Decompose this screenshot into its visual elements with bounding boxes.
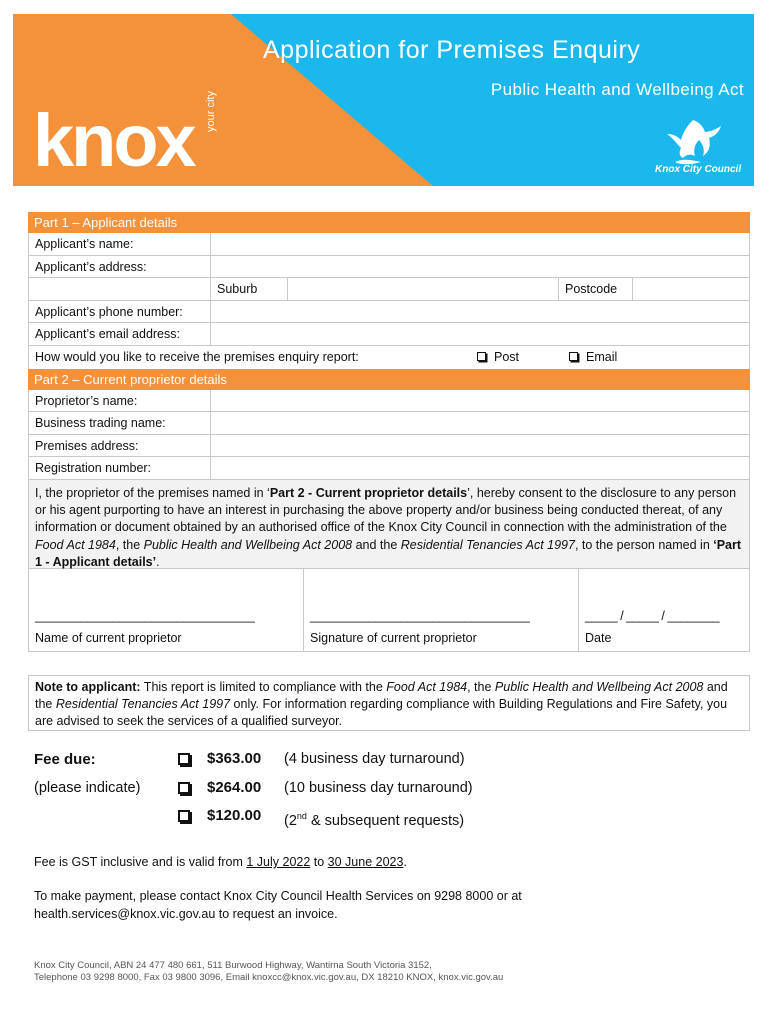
fee-description: (10 business day turnaround) xyxy=(284,780,473,796)
post-option[interactable] xyxy=(413,346,520,369)
registration-number-row xyxy=(28,457,750,480)
report-delivery-label: How would you like to receive the premises enquiry report: xyxy=(35,349,359,364)
proprietor-name-label: Proprietor’s name: xyxy=(29,390,211,412)
suburb-label: Suburb xyxy=(211,278,288,300)
trading-name-row xyxy=(28,412,750,435)
application-form xyxy=(28,212,750,652)
fee-amount: $264.00 xyxy=(207,779,262,796)
date-line: _____ / _____ / ________ xyxy=(585,608,719,623)
fee-validity xyxy=(34,854,734,872)
validity-end-date: 30 June 2023 xyxy=(327,855,404,869)
date-caption: Date xyxy=(585,630,612,645)
suburb-field[interactable] xyxy=(288,278,559,300)
fee-instruction: (please indicate) xyxy=(34,780,141,796)
part1-heading: Part 1 – Applicant details xyxy=(28,212,750,233)
registration-number-label: Registration number: xyxy=(29,457,211,479)
premises-address-label: Premises address: xyxy=(29,435,211,457)
applicant-address-label: Applicant’s address: xyxy=(29,256,211,278)
applicant-name-row xyxy=(28,233,750,256)
proprietor-name-sign-area[interactable] xyxy=(29,569,304,651)
trading-name-label: Business trading name: xyxy=(29,412,211,434)
document-title: Application for Premises Enquiry xyxy=(263,36,641,64)
header-banner xyxy=(13,14,754,186)
consent-act-ref: Residential Tenancies Act 1997 xyxy=(400,537,575,552)
note-label: Note to applicant: xyxy=(35,680,141,694)
consent-act-ref: Public Health and Wellbeing Act 2008 xyxy=(143,537,353,552)
fee-heading: Fee due: xyxy=(34,751,96,768)
consent-text: I, the proprietor of the premises named in ‘ xyxy=(35,485,270,500)
fee-desc-superscript: nd xyxy=(296,811,307,821)
fee-option-checkbox[interactable] xyxy=(178,810,190,822)
suburb-postcode-row xyxy=(28,278,750,301)
fee-desc-text: (2 xyxy=(284,812,297,829)
consent-text: , to the person named in xyxy=(574,537,714,552)
consent-text: and the xyxy=(352,537,401,552)
post-option-label: Post xyxy=(494,349,520,364)
signature-block xyxy=(28,569,750,652)
consent-statement xyxy=(28,480,750,569)
fee-option-checkbox[interactable] xyxy=(178,753,190,765)
note-act-ref: Residential Tenancies Act 1997 xyxy=(55,697,231,712)
validity-text: . xyxy=(403,855,407,869)
applicant-phone-label: Applicant’s phone number: xyxy=(29,301,211,323)
applicant-phone-row xyxy=(28,301,750,324)
consent-text: ’, hereby consent to the disclosure to any person or his agent purporting to have an interest in purchasing the above property and/or business being conducted thereat, of any information or document obtained by an authorised office of the Knox City Council in connection with the administration of the xyxy=(35,485,737,535)
consent-text: . xyxy=(156,554,160,569)
note-text: and the xyxy=(35,680,728,712)
address-line2-field[interactable] xyxy=(29,278,211,300)
fee-option-checkbox[interactable] xyxy=(178,782,190,794)
fee-description xyxy=(284,805,464,832)
part2-heading: Part 2 – Current proprietor details xyxy=(28,369,750,390)
signature-line: __________________________________ xyxy=(310,608,530,623)
report-delivery-row xyxy=(28,346,750,369)
proprietor-name-row xyxy=(28,390,750,413)
name-caption: Name of current proprietor xyxy=(35,630,182,645)
premises-address-field[interactable] xyxy=(211,435,749,457)
payment-line: health.services@knox.vic.gov.au to request an invoice. xyxy=(34,906,338,921)
email-option[interactable] xyxy=(509,346,749,369)
document-subtitle: Public Health and Wellbeing Act xyxy=(490,80,744,99)
email-option-label: Email xyxy=(586,349,618,364)
trading-name-field[interactable] xyxy=(211,412,749,434)
applicant-address-row xyxy=(28,256,750,279)
applicant-email-field[interactable] xyxy=(211,323,749,345)
applicant-phone-field[interactable] xyxy=(211,301,749,323)
consent-text: , the xyxy=(115,537,144,552)
note-act-ref: Public Health and Wellbeing Act 2008 xyxy=(494,680,704,694)
applicant-name-label: Applicant’s name: xyxy=(29,233,211,255)
consent-bold-ref: ‘Part 1 - Applicant details’ xyxy=(35,537,742,569)
footer xyxy=(34,960,734,983)
payment-instructions xyxy=(34,888,734,923)
signature-area[interactable] xyxy=(304,569,579,651)
applicant-address-field[interactable] xyxy=(211,256,749,278)
consent-act-ref: Food Act 1984 xyxy=(35,537,116,552)
applicant-email-row xyxy=(28,323,750,346)
email-checkbox[interactable] xyxy=(569,352,578,361)
knox-logo: knox xyxy=(33,99,194,182)
fee-amount: $120.00 xyxy=(207,807,262,824)
name-line: __________________________________ xyxy=(35,608,255,623)
fee-desc-text: & subsequent requests) xyxy=(306,812,465,829)
footer-line: Knox City Council, ABN 24 477 480 661, 511 Burwood Highway, Wantirna South Victoria 3152, xyxy=(34,960,432,971)
note-act-ref: Food Act 1984 xyxy=(386,680,468,694)
fee-amount: $363.00 xyxy=(207,750,262,767)
note-text: only. For information regarding compliance with Building Regulations and Fire Safety, you are advised to seek the services of a qualified surveyor. xyxy=(35,697,728,729)
fee-description: (4 business day turnaround) xyxy=(284,751,465,767)
payment-line: To make payment, please contact Knox City Council Health Services on 9298 8000 or at xyxy=(34,889,522,903)
premises-address-row xyxy=(28,435,750,458)
registration-number-field[interactable] xyxy=(211,457,749,479)
date-area[interactable] xyxy=(579,569,749,651)
consent-bold-ref: Part 2 - Current proprietor details xyxy=(269,485,468,500)
applicant-email-label: Applicant’s email address: xyxy=(29,323,211,345)
post-checkbox[interactable] xyxy=(477,352,486,361)
note-text: This report is limited to compliance with the xyxy=(140,680,387,694)
council-name: Knox City Council xyxy=(655,164,742,175)
note-to-applicant xyxy=(28,675,750,731)
note-text: , the xyxy=(467,680,495,694)
validity-text: Fee is GST inclusive and is valid from xyxy=(34,855,247,869)
signature-caption: Signature of current proprietor xyxy=(310,630,477,645)
postcode-field[interactable] xyxy=(633,278,749,300)
knox-logo-tagline: your city xyxy=(205,91,217,132)
validity-text: to xyxy=(310,855,328,869)
validity-start-date: 1 July 2022 xyxy=(246,855,311,869)
postcode-label: Postcode xyxy=(559,278,633,300)
proprietor-name-field[interactable] xyxy=(211,390,749,412)
footer-line: Telephone 03 9298 8000, Fax 03 9800 3096, Email knoxcc@knox.vic.gov.au, DX 18210 KNOX, knox.vic.gov.au xyxy=(34,971,504,983)
applicant-name-field[interactable] xyxy=(211,233,749,255)
